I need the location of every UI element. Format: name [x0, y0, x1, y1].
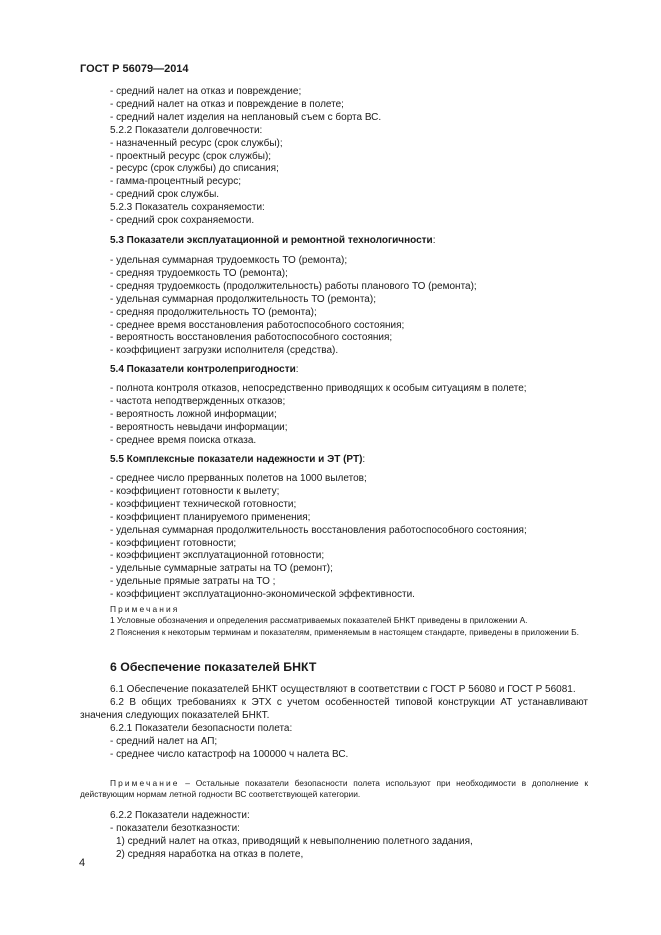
list-item: - полнота контроля отказов, непосредственно приводящих к особым ситуациям в полете;: [110, 383, 527, 394]
list-item: - коэффициент планируемого применения;: [110, 511, 311, 523]
list-item: - средний налет на отказ и повреждение;: [110, 86, 302, 97]
list-item: - коэффициент эксплуатационно-экономической эффективности.: [110, 589, 415, 601]
note-6-2-1: [80, 778, 588, 801]
section-5-3: [80, 235, 588, 248]
list-item: - коэффициент технической готовности;: [110, 498, 297, 510]
heading-colon: :: [362, 454, 366, 465]
section-5-3-list: [80, 255, 588, 358]
list-item: - проектный ресурс (срок службы);: [110, 150, 272, 162]
paragraph-6-1: 6.1 Обеспечение показателей БНКТ осуществляют в соответствии с ГОСТ Р 56080 и ГОСТ Р 56081.: [110, 684, 576, 695]
section-heading: [80, 235, 588, 248]
list-item: - удельная суммарная продолжительность восстановления работоспособного состояния;: [110, 524, 527, 536]
section-5-5: [80, 454, 588, 467]
notes-title: Примечания: [110, 604, 180, 614]
numbered-item: 2) средняя наработка на отказ в полете,: [116, 848, 304, 860]
section-5-4-list: [80, 383, 588, 448]
section-heading: [80, 364, 588, 377]
list-item: - вероятность ложной информации;: [110, 408, 277, 420]
note-dash: –: [185, 778, 190, 788]
document-code-header: ГОСТ Р 56079—2014: [80, 63, 189, 75]
list-item: - коэффициент загрузки исполнителя (средства).: [110, 345, 339, 357]
section-6-2-2: [80, 810, 588, 862]
list-item: - ресурс (срок службы) до списания;: [110, 163, 279, 175]
section-5-5-list: [80, 473, 588, 602]
list-item: - среднее время поиска отказа.: [110, 434, 257, 446]
list-item: - вероятность невыдачи информации;: [110, 421, 288, 433]
subsection-title-5-2-3: 5.2.3 Показатель сохраняемости:: [110, 202, 265, 214]
section-5-4: [80, 364, 588, 377]
list-item: - удельные прямые затраты на ТО ;: [110, 576, 276, 588]
list-item: - удельные суммарные затраты на ТО (ремонт);: [110, 563, 333, 575]
list-item: - частота неподтвержденных отказов;: [110, 395, 286, 407]
list-item: - вероятность восстановления работоспособного состояния;: [110, 332, 393, 344]
list-item: - средний налет изделия на неплановый съем с борта ВС.: [110, 111, 382, 123]
subsection-title-6-2-2: 6.2.2 Показатели надежности:: [110, 810, 250, 821]
list-item: - коэффициент эксплуатационной готовности;: [110, 550, 325, 562]
list-item: - средний срок службы.: [110, 189, 220, 201]
section-6-title: 6 Обеспечение показателей БНКТ: [110, 660, 317, 674]
page-number: 4: [79, 857, 86, 869]
subsection-title-6-2-1: 6.2.1 Показатели безопасности полета:: [110, 722, 293, 734]
list-item: - средняя трудоемкость (продолжительность) работы планового ТО (ремонта);: [110, 280, 477, 292]
list-item: - среднее время восстановления работоспособного состояния;: [110, 319, 405, 331]
list-item: - средний срок сохраняемости.: [110, 215, 255, 227]
heading-colon: :: [295, 364, 299, 375]
list-item: - удельная суммарная продолжительность ТО (ремонта);: [110, 293, 376, 305]
list-item: - средний налет на АП;: [110, 735, 218, 747]
section-6-heading-block: [80, 660, 588, 674]
list-item: - средняя трудоемкость ТО (ремонта);: [110, 267, 288, 279]
section-title: 5.3 Показатели эксплуатационной и ремонтной технологичности: [110, 235, 433, 246]
note-2: 2 Пояснения к некоторым терминам и показателям, применяемым в настоящем стандарте, приведены в приложении Б.: [110, 626, 580, 637]
section-title: 5.5 Комплексные показатели надежности и ЭТ (РТ): [110, 454, 363, 465]
list-item: - средний налет на отказ и повреждение в полете;: [110, 98, 344, 110]
note-label: Примечание: [110, 778, 180, 788]
list-item: - гамма-процентный ресурс;: [110, 176, 241, 188]
note-1: 1 Условные обозначения и определения рассматриваемых показателей БНКТ приведены в приложении А.: [110, 615, 528, 626]
list-item: - назначенный ресурс (срок службы);: [110, 137, 283, 149]
section-title: 5.4 Показатели контролепригодности: [110, 364, 296, 375]
subsection-title-5-2-2: 5.2.2 Показатели долговечности:: [110, 124, 263, 136]
list-item: - среднее число катастроф на 100000 ч налета ВС.: [110, 748, 349, 760]
list-item: - среднее число прерванных полетов на 1000 вылетов;: [110, 473, 367, 484]
paragraph-6-2: 6.2 В общих требованиях к ЭТХ с учетом особенностей типовой конструкции АТ устанавливают значения следующих показателей БНКТ.: [80, 696, 588, 721]
heading-colon: :: [432, 235, 436, 246]
continuation-block: [80, 86, 588, 228]
section-heading: [80, 454, 588, 467]
list-item: - удельная суммарная трудоемкость ТО (ремонта);: [110, 255, 348, 266]
list-item: - коэффициент готовности к вылету;: [110, 485, 280, 497]
sub-list-heading: - показатели безотказности:: [110, 822, 240, 834]
notes-block: [80, 604, 588, 638]
list-item: - средняя продолжительность ТО (ремонта);: [110, 306, 317, 318]
numbered-item: 1) средний налет на отказ, приводящий к невыполнению полетного задания,: [116, 835, 473, 847]
list-item: - коэффициент готовности;: [110, 537, 237, 549]
note-text: Остальные показатели безопасности полета используют при необходимости в дополнение к действующим нормам летной годности ВС соответствующей категории.: [80, 778, 589, 800]
section-6-body: [80, 684, 588, 761]
section-6-note: [80, 778, 588, 801]
